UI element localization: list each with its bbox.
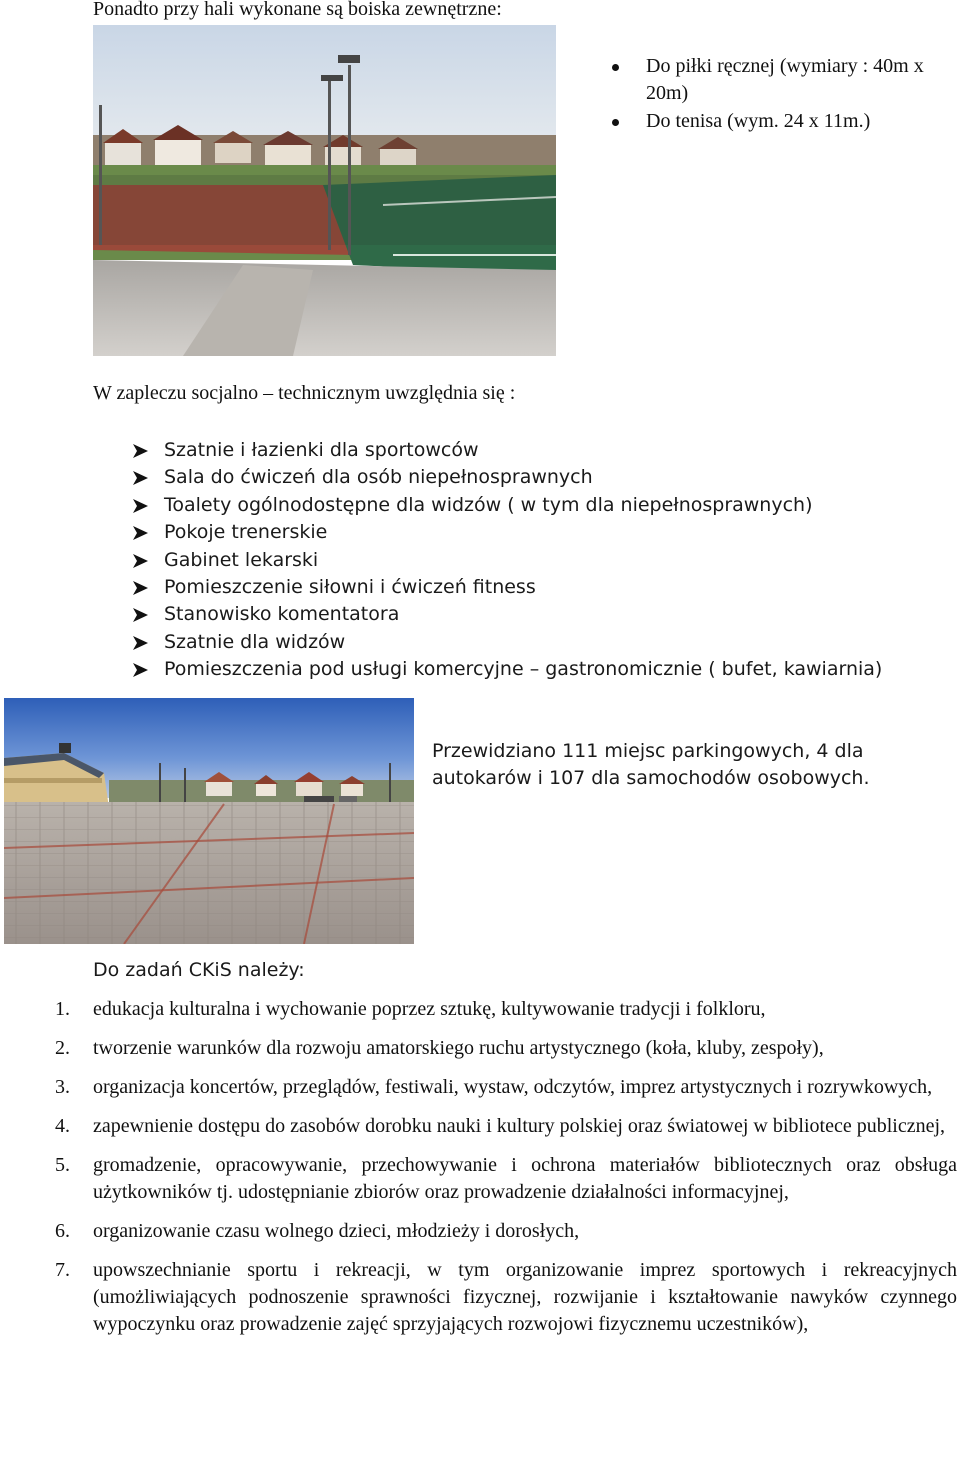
list-item: 4. zapewnienie dostępu do zasobów dorobku nauki i kultury polskiej oraz światowej w bibliotece publicznej, [55, 1115, 946, 1137]
arrow-bullet-icon [133, 499, 148, 513]
list-item: 6. organizowanie czasu wolnego dzieci, młodzieży i dorosłych, [55, 1220, 580, 1242]
list-item: 5. gromadzenie, opracowywanie, przechowywanie i ochrona materiałów bibliotecznych oraz obsługa użytkowników tj. udostępnianie zbiorów oraz prowadzenie działalności informacyjnej, [55, 1154, 957, 1203]
parking-lot-photo [4, 698, 414, 944]
facilities-intro: W zapleczu socjalno – technicznym uwzględnia się : [93, 382, 516, 404]
list-item: Toalety ogólnodostępne dla widzów ( w tym dla niepełnosprawnych) [133, 492, 933, 519]
list-item: Do piłki ręcznej (wymiary : 40m x 20m) [612, 53, 942, 107]
list-item: 2. tworzenie warunków dla rozwoju amatorskiego ruchu artystycznego (koła, kluby, zespoły), [55, 1037, 824, 1059]
list-item: Pokoje trenerskie [133, 519, 933, 546]
arrow-bullet-icon [133, 663, 148, 677]
intro-text: Ponadto przy hali wykonane są boiska zewnętrzne: [93, 0, 502, 20]
list-item: Stanowisko komentatora [133, 601, 933, 628]
list-item: Szatnie i łazienki dla sportowców [133, 437, 933, 464]
tasks-title: Do zadań CKiS należy: [93, 959, 305, 981]
list-item: Sala do ćwiczeń dla osób niepełnosprawnych [133, 464, 933, 491]
list-item: 3. organizacja koncertów, przeglądów, festiwali, wystaw, odczytów, imprez artystycznych i rozrywkowych, [55, 1076, 933, 1098]
tasks-list [55, 996, 957, 1350]
outdoor-courts-photo [93, 25, 556, 356]
arrow-bullet-icon [133, 636, 148, 650]
arrow-bullet-icon [133, 444, 148, 458]
parking-info: Przewidziano 111 miejsc parkingowych, 4 dla autokarów i 107 dla samochodów osobowych. [432, 740, 870, 789]
list-item: Pomieszczenia pod usługi komercyjne – gastronomicznie ( bufet, kawiarnia) [133, 656, 933, 683]
arrow-bullet-icon [133, 526, 148, 540]
arrow-bullet-icon [133, 608, 148, 622]
bullet-icon [612, 64, 619, 71]
outdoor-courts-list [612, 53, 942, 136]
list-item: Do tenisa (wym. 24 x 11m.) [612, 108, 942, 135]
arrow-bullet-icon [133, 581, 148, 595]
arrow-bullet-icon [133, 554, 148, 568]
list-item: Gabinet lekarski [133, 547, 933, 574]
list-item: 7. upowszechnianie sportu i rekreacji, w tym organizowanie imprez sportowych i rekreacyjnych (umożliwiających podnoszenie sprawności fizycznej, rozwijanie i kształtowanie nawyków czynnego wypoczynku oraz prowadzenie zajęć sprzyjających rozwojowi fizycznemu uczestników), [55, 1259, 957, 1335]
arrow-bullet-icon [133, 471, 148, 485]
list-item: Pomieszczenie siłowni i ćwiczeń fitness [133, 574, 933, 601]
list-item: 1. edukacja kulturalna i wychowanie poprzez sztukę, kultywowanie tradycji i folkloru, [55, 998, 766, 1020]
facilities-list [133, 437, 933, 684]
bullet-icon [612, 119, 619, 126]
list-item: Szatnie dla widzów [133, 629, 933, 656]
